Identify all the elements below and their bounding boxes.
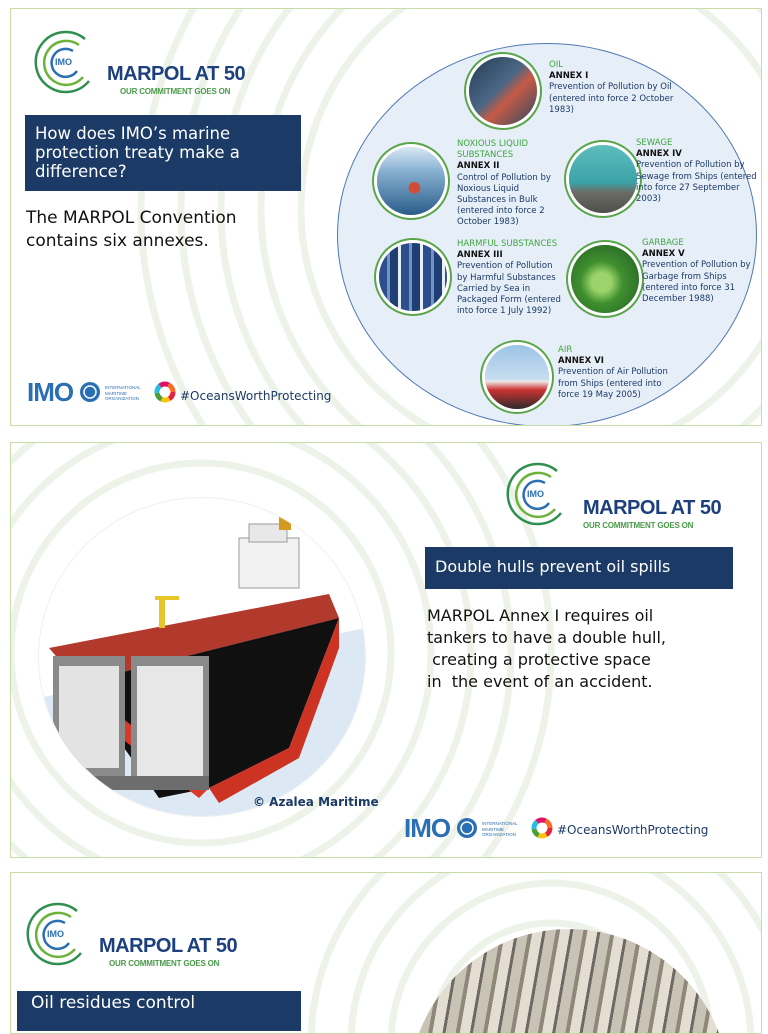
annex-harmful-substances: [457, 239, 563, 317]
svg-text:IMO: IMO: [47, 929, 64, 939]
imo-seal-icon: [79, 381, 101, 403]
imo-wordmark: IMO: [404, 813, 451, 843]
annex-description: Prevention of Air Pollution from Ships (entered into force 19 May 2005): [558, 367, 668, 400]
annex-number: ANNEX V: [642, 249, 685, 260]
annex-number: ANNEX I: [549, 71, 589, 82]
slide-oil-residues: [10, 872, 762, 1034]
imo-footer: [404, 813, 709, 843]
annex-category: NOXIOUS LIQUID SUBSTANCES: [457, 139, 529, 161]
oceans-hashtag: #OceansWorthProtecting: [557, 823, 709, 837]
garbage-bag-thumbnail: [571, 245, 639, 313]
logo-tagline: OUR COMMITMENT GOES ON: [583, 521, 694, 530]
description-line: tankers to have a double hull,: [427, 628, 667, 647]
imo-emblem-icon: [501, 457, 571, 532]
logo-tagline: OUR COMMITMENT GOES ON: [120, 87, 231, 96]
annex-garbage: [642, 238, 752, 305]
oil-tanker-thumbnail: [469, 57, 537, 125]
double-hulls-heading-box: [425, 547, 733, 589]
imo-footer: [27, 377, 332, 407]
annex-number: ANNEX III: [457, 250, 503, 261]
double-hull-description: [427, 605, 727, 693]
slide-annexes-overview: [10, 8, 762, 426]
engine-room-photo: [409, 929, 729, 1034]
sdg-wheel-icon: [154, 381, 176, 403]
annex-description: Prevention of Pollution by Oil (entered into force 2 October 1983): [549, 82, 674, 115]
annex-noxious-liquid: [457, 139, 553, 229]
annexes-intro: The MARPOL Convention contains six annexes.: [26, 208, 237, 251]
chemical-tanker-thumbnail: [377, 147, 445, 215]
svg-text:IMO: IMO: [527, 489, 544, 499]
annex-number: ANNEX II: [457, 161, 500, 172]
sewage-water-thumbnail: [569, 145, 637, 213]
marpol-at-50-logo: [501, 457, 722, 537]
annex-category: OIL: [549, 60, 563, 70]
description-line: creating a protective space: [427, 650, 651, 669]
imo-emblem-icon: [29, 25, 99, 100]
question-heading: How does IMO’s marine protection treaty make a difference?: [35, 124, 240, 181]
marpol-at-50-logo: [21, 897, 238, 977]
annex-description: Prevention of Pollution by Garbage from Ships (entered into force 31 December 1988): [642, 260, 751, 305]
annex-category: SEWAGE: [636, 138, 673, 148]
logo-tagline: OUR COMMITMENT GOES ON: [109, 959, 220, 968]
imo-organization-name: INTERNATIONAL MARITIME ORGANIZATION: [105, 385, 141, 401]
description-line: MARPOL Annex I requires oil: [427, 606, 654, 625]
annex-number: ANNEX VI: [558, 356, 604, 367]
annex-description: Control of Pollution by Noxious Liquid Substances in Bulk (entered into force 2 October 1983): [457, 172, 551, 228]
ship-funnel-thumbnail: [485, 345, 549, 409]
annex-oil: [549, 60, 679, 116]
annex-category: AIR: [558, 345, 573, 355]
annex-description: Prevention of Pollution by Harmful Substances Carried by Sea in Packaged Form (entered into force 1 July 1992): [457, 261, 561, 317]
annex-sewage: [636, 138, 760, 205]
oceans-hashtag: #OceansWorthProtecting: [180, 389, 332, 403]
image-credit: © Azalea Maritime: [253, 795, 379, 809]
annex-number: ANNEX IV: [636, 149, 682, 160]
annex-category: HARMFUL SUBSTANCES: [457, 239, 558, 249]
description-line: in the event of an accident.: [427, 672, 653, 691]
logo-title: MARPOL AT 50: [99, 935, 238, 957]
annex-air: [558, 345, 676, 401]
logo-title: MARPOL AT 50: [107, 63, 246, 85]
containers-thumbnail: [379, 243, 447, 311]
imo-organization-name: INTERNATIONAL MARITIME ORGANIZATION: [482, 821, 518, 837]
double-hull-illustration: [39, 498, 365, 816]
sdg-wheel-icon: [531, 817, 553, 839]
imo-emblem-icon: [21, 897, 91, 972]
marpol-at-50-logo: [29, 25, 246, 105]
slide-double-hulls: [10, 442, 762, 858]
annex-category: GARBAGE: [642, 238, 684, 248]
logo-title: MARPOL AT 50: [583, 497, 722, 519]
tanker-cross-section-icon: [39, 498, 365, 816]
question-heading-box: [25, 115, 301, 191]
svg-text:IMO: IMO: [55, 57, 72, 67]
oil-residues-heading-box: [17, 991, 301, 1031]
imo-wordmark: IMO: [27, 377, 74, 407]
oil-residues-heading: Oil residues control: [31, 993, 196, 1013]
double-hulls-heading: Double hulls prevent oil spills: [435, 557, 671, 576]
imo-seal-icon: [456, 817, 478, 839]
annex-description: Prevention of Pollution by Sewage from Ships (entered into force 27 September 2003): [636, 160, 757, 205]
